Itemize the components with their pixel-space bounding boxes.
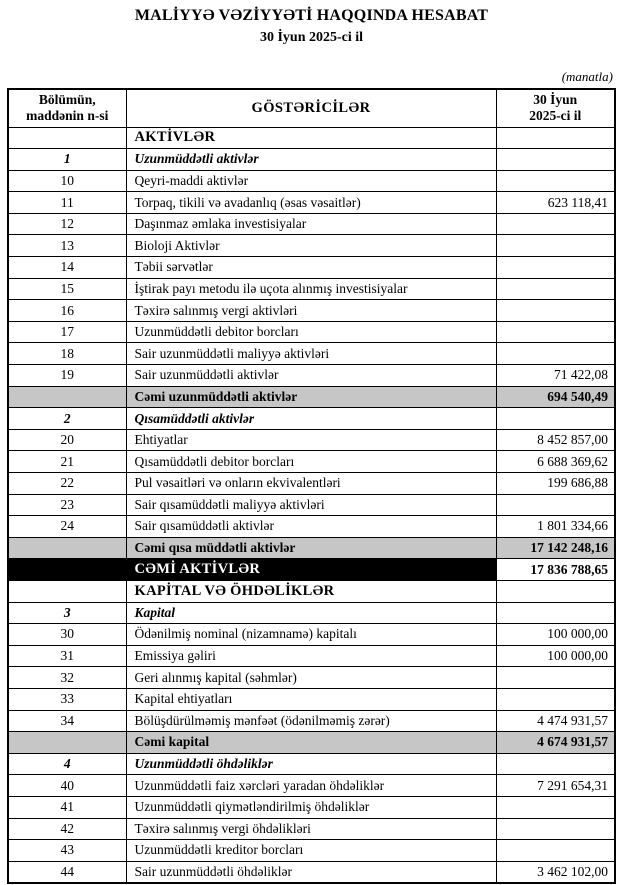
table-row-19: [8, 365, 615, 387]
row-section-number: [8, 732, 126, 754]
row-label: Təbii sərvətlər: [126, 257, 496, 279]
table-row-12: [8, 213, 615, 235]
table-row-15: [8, 278, 615, 300]
row-value: [496, 818, 615, 840]
row-label: Uzunmüddətli qiymətləndirilmiş öhdəliklər: [126, 796, 496, 818]
row-value: 199 686,88: [496, 473, 615, 495]
table-row-30: [8, 624, 615, 646]
table-row-16: [8, 300, 615, 322]
table-row-4: [8, 753, 615, 775]
row-label: Qeyri-maddi aktivlər: [126, 170, 496, 192]
row-section-number: [8, 559, 126, 581]
table-row-14: [8, 257, 615, 279]
column-header-section-number-line1: Bölümün,: [38, 92, 96, 108]
row-section-number: 21: [8, 451, 126, 473]
row-section-number: 19: [8, 365, 126, 387]
row-value: [496, 170, 615, 192]
row-label: İştirak payı metodu ilə uçota alınmış investisiyalar: [126, 278, 496, 300]
table-row-grand-20: [8, 559, 615, 581]
row-section-number: 34: [8, 710, 126, 732]
row-value: [496, 127, 615, 149]
row-section-number: 16: [8, 300, 126, 322]
row-value: 100 000,00: [496, 624, 615, 646]
table-row-total-28: [8, 732, 615, 754]
row-value: 694 540,49: [496, 386, 615, 408]
row-label: KAPİTAL VƏ ÖHDƏLİKLƏR: [126, 580, 496, 602]
row-section-number: 23: [8, 494, 126, 516]
row-section-number: 18: [8, 343, 126, 365]
row-label: Cəmi kapital: [126, 732, 496, 754]
row-value: [496, 278, 615, 300]
row-section-number: 33: [8, 688, 126, 710]
table-row-20: [8, 429, 615, 451]
row-label: Cəmi qısa müddətli aktivlər: [126, 537, 496, 559]
row-label: Qısamüddətli aktivlər: [126, 408, 496, 430]
table-row-section-0: [8, 127, 615, 149]
row-label: Sair uzunmüddətli öhdəliklər: [126, 861, 496, 883]
row-label: Sair uzunmüddətli maliyyə aktivləri: [126, 343, 496, 365]
column-header-indicators: GÖSTƏRİCİLƏR: [126, 89, 496, 127]
balance-sheet-table: [7, 88, 616, 884]
row-label: Uzunmüddətli öhdəliklər: [126, 753, 496, 775]
table-row-23: [8, 494, 615, 516]
column-header-section-number: [8, 89, 126, 127]
row-section-number: 1: [8, 149, 126, 171]
row-value: [496, 300, 615, 322]
row-value: [496, 257, 615, 279]
row-label: AKTİVLƏR: [126, 127, 496, 149]
row-section-number: 13: [8, 235, 126, 257]
row-label: Bioloji Aktivlər: [126, 235, 496, 257]
table-row-34: [8, 710, 615, 732]
table-row-17: [8, 321, 615, 343]
row-value: [496, 408, 615, 430]
row-section-number: 2: [8, 408, 126, 430]
row-label: CƏMİ AKTİVLƏR: [126, 559, 496, 581]
table-row-42: [8, 818, 615, 840]
table-row-41: [8, 796, 615, 818]
row-label: Qısamüddətli debitor borcları: [126, 451, 496, 473]
table-body: [8, 127, 615, 883]
row-section-number: 22: [8, 473, 126, 495]
row-label: Uzunmüddətli faiz xərcləri yaradan öhdəliklər: [126, 775, 496, 797]
row-section-number: 30: [8, 624, 126, 646]
table-row-2: [8, 408, 615, 430]
row-value: [496, 343, 615, 365]
row-value: 3 462 102,00: [496, 861, 615, 883]
row-section-number: 11: [8, 192, 126, 214]
column-header-period: [496, 89, 615, 127]
table-row-10: [8, 170, 615, 192]
row-label: Kapital: [126, 602, 496, 624]
row-value: 7 291 654,31: [496, 775, 615, 797]
row-value: [496, 580, 615, 602]
row-section-number: 12: [8, 213, 126, 235]
row-label: Bölüşdürülməmiş mənfəət (ödənilməmiş zərər): [126, 710, 496, 732]
table-row-1: [8, 149, 615, 171]
row-label: Daşınmaz əmlaka investisiyalar: [126, 213, 496, 235]
table-header-row: [8, 89, 615, 127]
table-row-21: [8, 451, 615, 473]
row-section-number: [8, 580, 126, 602]
row-value: [496, 149, 615, 171]
row-label: Uzunmüddətli kreditor borcları: [126, 840, 496, 862]
row-label: Pul vəsaitləri və onların ekvivalentləri: [126, 473, 496, 495]
row-section-number: [8, 537, 126, 559]
row-label: Təxirə salınmış vergi öhdəlikləri: [126, 818, 496, 840]
row-value: [496, 796, 615, 818]
table-row-33: [8, 688, 615, 710]
row-value: 17 836 788,65: [496, 559, 615, 581]
row-section-number: 41: [8, 796, 126, 818]
row-value: 1 801 334,66: [496, 516, 615, 538]
row-section-number: 4: [8, 753, 126, 775]
row-section-number: 17: [8, 321, 126, 343]
row-label: Ehtiyatlar: [126, 429, 496, 451]
table-row-44: [8, 861, 615, 883]
row-label: Sair qısamüddətli aktivlər: [126, 516, 496, 538]
row-label: Cəmi uzunmüddətli aktivlər: [126, 386, 496, 408]
row-label: Emissiya gəliri: [126, 645, 496, 667]
row-section-number: 31: [8, 645, 126, 667]
table-row-31: [8, 645, 615, 667]
row-value: [496, 840, 615, 862]
row-value: [496, 213, 615, 235]
column-header-section-number-line2: maddənin n-si: [26, 108, 109, 124]
row-section-number: 44: [8, 861, 126, 883]
column-header-period-line1: 30 İyun: [533, 92, 578, 108]
row-value: [496, 235, 615, 257]
table-row-11: [8, 192, 615, 214]
table-row-13: [8, 235, 615, 257]
table-row-22: [8, 473, 615, 495]
row-value: 17 142 248,16: [496, 537, 615, 559]
row-section-number: 40: [8, 775, 126, 797]
table-row-total-19: [8, 537, 615, 559]
row-label: Uzunmüddətli aktivlər: [126, 149, 496, 171]
table-row-40: [8, 775, 615, 797]
row-section-number: [8, 127, 126, 149]
row-label: Geri alınmış kapital (səhmlər): [126, 667, 496, 689]
row-value: 4 474 931,57: [496, 710, 615, 732]
row-value: [496, 667, 615, 689]
report-title: MALİYYƏ VƏZİYYƏTİ HAQQINDA HESABAT: [134, 7, 489, 24]
row-label: Ödənilmiş nominal (nizamnamə) kapitalı: [126, 624, 496, 646]
table-row-18: [8, 343, 615, 365]
row-value: 8 452 857,00: [496, 429, 615, 451]
row-value: 623 118,41: [496, 192, 615, 214]
row-label: Təxirə salınmış vergi aktivləri: [126, 300, 496, 322]
row-value: [496, 602, 615, 624]
row-label: Torpaq, tikili və avadanlıq (əsas vəsaitlər): [126, 192, 496, 214]
table-row-43: [8, 840, 615, 862]
row-value: [496, 321, 615, 343]
row-value: [496, 688, 615, 710]
row-section-number: 24: [8, 516, 126, 538]
row-value: [496, 494, 615, 516]
row-section-number: [8, 386, 126, 408]
row-label: Kapital ehtiyatları: [126, 688, 496, 710]
row-label: Sair uzunmüddətli aktivlər: [126, 365, 496, 387]
row-section-number: 10: [8, 170, 126, 192]
report-date: 30 İyun 2025-ci il: [259, 30, 364, 45]
row-section-number: 43: [8, 840, 126, 862]
row-value: 6 688 369,62: [496, 451, 615, 473]
row-section-number: 42: [8, 818, 126, 840]
row-value: 4 674 931,57: [496, 732, 615, 754]
column-header-period-line2: 2025-ci il: [529, 108, 582, 124]
row-label: Sair qısamüddətli maliyyə aktivləri: [126, 494, 496, 516]
table-row-total-12: [8, 386, 615, 408]
row-value: [496, 753, 615, 775]
row-section-number: 14: [8, 257, 126, 279]
row-section-number: 15: [8, 278, 126, 300]
table-row-24: [8, 516, 615, 538]
table-row-section-21: [8, 580, 615, 602]
row-section-number: 20: [8, 429, 126, 451]
row-section-number: 32: [8, 667, 126, 689]
row-section-number: 3: [8, 602, 126, 624]
row-value: 100 000,00: [496, 645, 615, 667]
currency-note: (manatla): [561, 69, 613, 84]
row-value: 71 422,08: [496, 365, 615, 387]
table-row-3: [8, 602, 615, 624]
table-row-32: [8, 667, 615, 689]
row-label: Uzunmüddətli debitor borcları: [126, 321, 496, 343]
